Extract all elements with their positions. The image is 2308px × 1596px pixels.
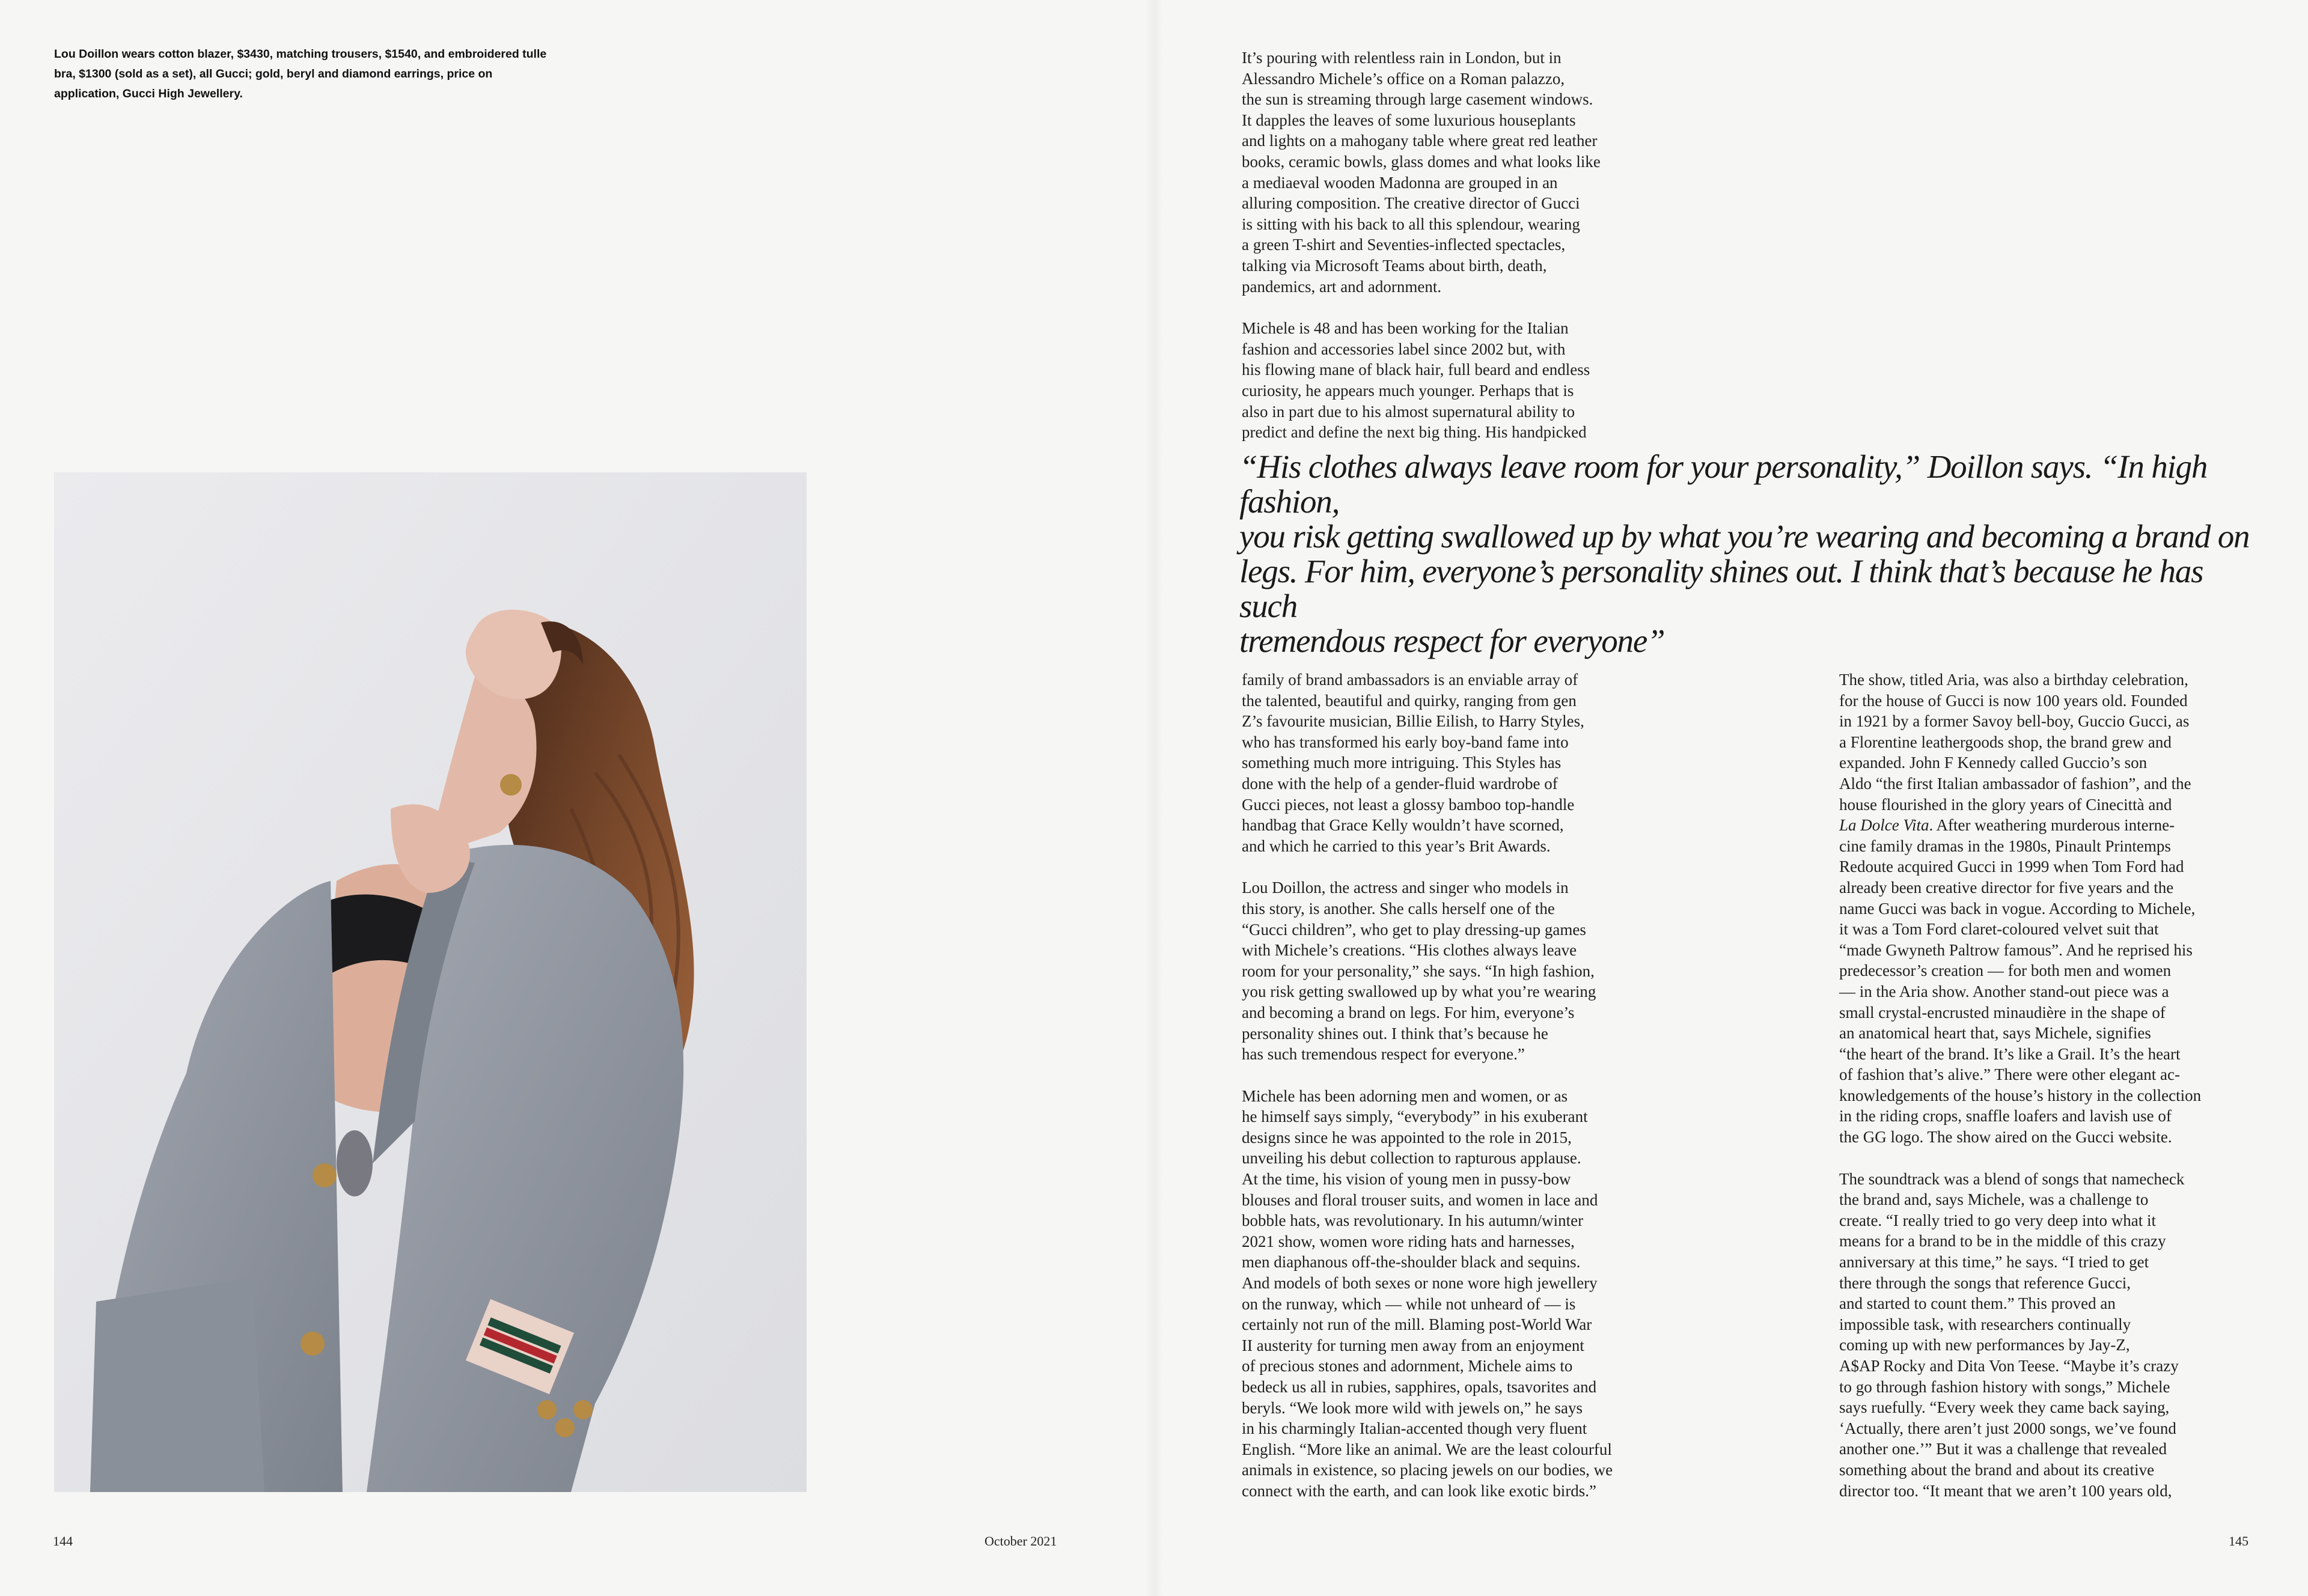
paragraph: The soundtrack was a blend of songs that namecheck the brand and, says Michele, was a challenge to create. “I really tried to go very deep into what it means for a brand to be in the middle of this crazy anniversary at this time,” he says. “I tried to get there through the songs that reference Gucci, and started to count them.” This proved an impossible task, with researchers continually coming up with new performances by Jay-Z, A$AP Rocky and Dita Von Teese. “Maybe it’s crazy to go through fashion history with songs,” Michele says ruefully. “Every week they came back saying, ‘Actually, there aren’t just 2000 songs, we’ve found another one.’” But it was a challenge that revealed something about the brand and about its creative director too. “It meant that we aren’t 100 years old, — [1839, 1169, 2185, 1500]
paragraph: It’s pouring with relentless rain in London, but in Alessandro Michele’s office on a Roman palazzo, the sun is streaming through large casement windows. It dapples the leaves of some luxurious houseplants and lights on a mahogany table where great red leather books, ceramic bowls, glass domes and what looks like a mediaeval wooden Madonna are grouped in an alluring composition. The creative director of Gucci is sitting with his back to all this splendour, wearing a green T-shirt and Seventies-inflected spectacles, talking via Microsoft Teams about birth, death, pandemics, art and adornment. — [1242, 49, 1601, 296]
page-number-left: 144 — [53, 1534, 73, 1549]
button — [301, 1332, 325, 1356]
paragraph-text: The show, titled Aria, was also a birthday celebration, for the house of Gucci is now 100 years old. Founded in 1921 by a former Savoy bell-boy, Guccio Gucci, as a Florentine leathergoods shop, the brand grew and expanded. John F Kennedy called Guccio’s son Aldo “the first Italian ambassador of fashion”, and the house flourished in the glory years of Cinecittà and — [1839, 671, 2191, 814]
paragraph: Michele has been adorning men and women, or as he himself says simply, “everybody” in his exuberant designs since he was appointed to the role in 2015, unveiling his debut collection to rapturous applause. At the time, his vision of young men in pussy-bow blouses and floral trouser suits, and women in lace and bobble hats, was revolutionary. In his autumn/winter 2021 show, women wore riding hats and harnesses, men diaphanous off-the-shoulder black and sequins. And models of both sexes or none wore high jewellery on the runway, which — while not unheard of — is certainly not run of the mill. Blaming post-World War II austerity for turning men away from an enjoyment of precious stones and adornment, Michele aims to bedeck us all in rubies, sapphires, opals, tsavorites and beryls. “We look more wild with jewels on,” he says in his charmingly Italian-accented though very fluent English. “More like an animal. We are the least colourful animals in existence, so placing jewels on our bodies, we connect with the earth, and can look like exotic birds.” — [1242, 1086, 1613, 1500]
page-gutter — [1145, 0, 1163, 1596]
article-column-left — [1242, 669, 1662, 1523]
article-column-intro — [1242, 47, 1662, 464]
photo-caption: Lou Doillon wears cotton blazer, $3430, matching trousers, $1540, and embroidered tulle bra, $1300 (sold as a set), all Gucci; gold, beryl and diamond earrings, price on application, Gucci High Jewellery. — [54, 47, 547, 100]
pull-quote: “His clothes always leave room for your personality,” Doillon says. “In high fashion, you risk getting swallowed up by what you’re wearing and becoming a brand on legs. For him, everyone’s personality shines out. I think that’s because he has such tremendous respect for everyone” — [1239, 448, 2250, 659]
film-title: La Dolce Vita — [1839, 816, 1929, 835]
fashion-photo-illustration — [54, 472, 807, 1492]
article-column-right — [1839, 669, 2254, 1522]
button — [573, 1400, 593, 1419]
button — [555, 1418, 575, 1437]
page-number-right: 145 — [2229, 1534, 2248, 1549]
paragraph: family of brand ambassadors is an enviable array of the talented, beautiful and quirky, ranging from gen Z’s favourite musician, Billie Eilish, to Harry Styles, who has transformed his early boy-band fame into something much more intriguing. This Styles has done with the help of a gender-fluid wardrobe of Gucci pieces, not least a glossy bamboo top-handle handbag that Grace Kelly wouldn’t have scorned, and which he carried to this year’s Brit Awards. — [1242, 671, 1584, 855]
fashion-photo — [54, 472, 807, 1492]
button — [313, 1163, 337, 1187]
paragraph — [1839, 669, 2254, 1148]
earring — [500, 774, 522, 796]
paragraph-text: . After weathering murderous interne- cine family dramas in the 1980s, Pinault Printemps Redoute acquired Gucci in 1999 when Tom Ford had already been creative director for five years and the name Gucci was back in vogue. According to Michele, it was a Tom Ford claret-coloured velvet suit that “made Gwyneth Paltrow famous”. And he reprised his predecessor’s creation — for both men and women — in the Aria show. Another stand-out piece was a small crystal-encrusted minaudière in the shape of an anatomical heart that, says Michele, signifies “the heart of the brand. It’s like a Grail. It’s the heart of fashion that’s alive.” There were other elegant ac- knowledgements of the house’s history in the collection in the riding crops, snaffle loafers and lavish use of the GG logo. The show aired on the Gucci website. — [1839, 816, 2202, 1147]
paragraph: Michele is 48 and has been working for the Italian fashion and accessories label since 2002 but, with his flowing mane of black hair, full beard and endless curiosity, he appears much younger. Perhaps that is also in part due to his almost supernatural ability to predict and define the next big thing. His handpicked — [1242, 319, 1590, 442]
tattoo — [337, 1130, 373, 1196]
issue-date: October 2021 — [985, 1534, 1057, 1549]
trousers — [90, 1278, 264, 1492]
paragraph: Lou Doillon, the actress and singer who models in this story, is another. She calls herself one of the “Gucci children”, who get to play dressing-up games with Michele’s creations. “His clothes always leave room for your personality,” she says. “In high fashion, you risk getting swallowed up by what you’re wearing and becoming a brand on legs. For him, everyone’s personality shines out. I think that’s because he has such tremendous respect for everyone.” — [1242, 879, 1596, 1064]
button — [537, 1400, 557, 1419]
